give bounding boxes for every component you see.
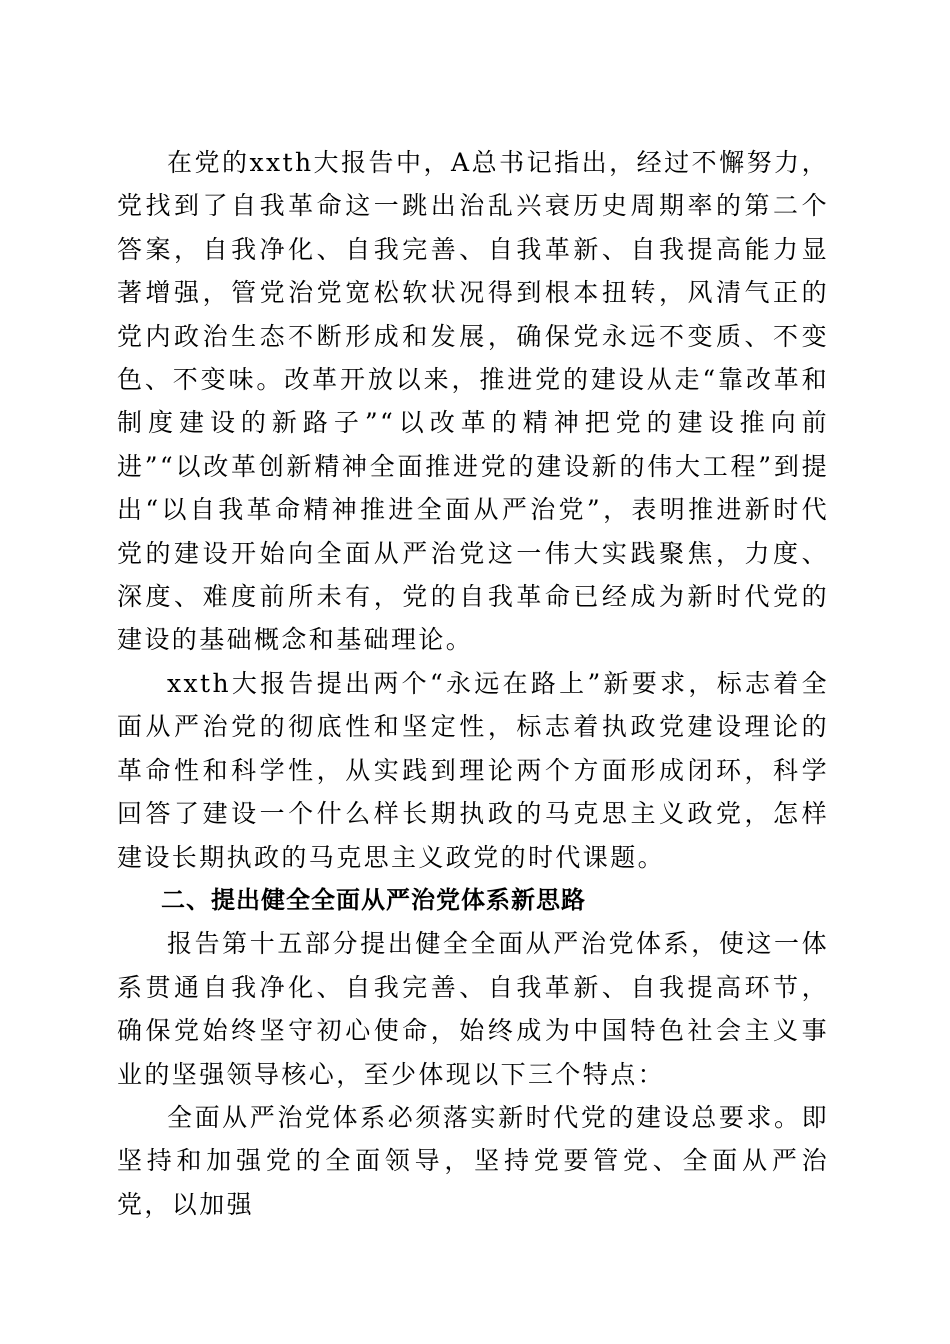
section-heading: 二、提出健全全面从严治党体系新思路 [161, 885, 586, 914]
paragraph-self-revolution: 在党的xxth大报告中，A总书记指出，经过不懈努力，党找到了自我革命这一跳出治乱兴衰历史周期率的第二个答案，自我净化、自我完善、自我革新、自我提高能力显著增强，管党治党宽松软状况得到根本扭转，风清气正的党内政治生态不断形成和发展，确保党永远不变质、不变色、不变味。改革开放以来，推进党的建设从走“靠改革和制度建设的新路子”“以改革的精神把党的建设推向前进”“以改革创新精神全面推进党的建设新的伟大工程”到提出“以自我革命精神推进全面从严治党”，表明推进新时代党的建设开始向全面从严治党这一伟大实践聚焦，力度、深度、难度前所未有，党的自我革命已经成为新时代党的建设的基础概念和基础理论。 [117, 148, 829, 655]
paragraph-system-requirements: 全面从严治党体系必须落实新时代党的建设总要求。即坚持和加强党的全面领导，坚持党要管党、全面从严治党，以加强 [117, 1102, 829, 1219]
paragraph-system-intro: 报告第十五部分提出健全全面从严治党体系，使这一体系贯通自我净化、自我完善、自我革新、自我提高环节，确保党始终坚守初心使命，始终成为中国特色社会主义事业的坚强领导核心，至少体现以下三个特点： [117, 929, 829, 1089]
paragraph-always-on-the-road: xxth大报告提出两个“永远在路上”新要求，标志着全面从严治党的彻底性和坚定性，标志着执政党建设理论的革命性和科学性，从实践到理论两个方面形成闭环，科学回答了建设一个什么样长期执政的马克思主义政党，怎样建设长期执政的马克思主义政党的时代课题。 [117, 668, 829, 872]
document-body [117, 141, 829, 1226]
